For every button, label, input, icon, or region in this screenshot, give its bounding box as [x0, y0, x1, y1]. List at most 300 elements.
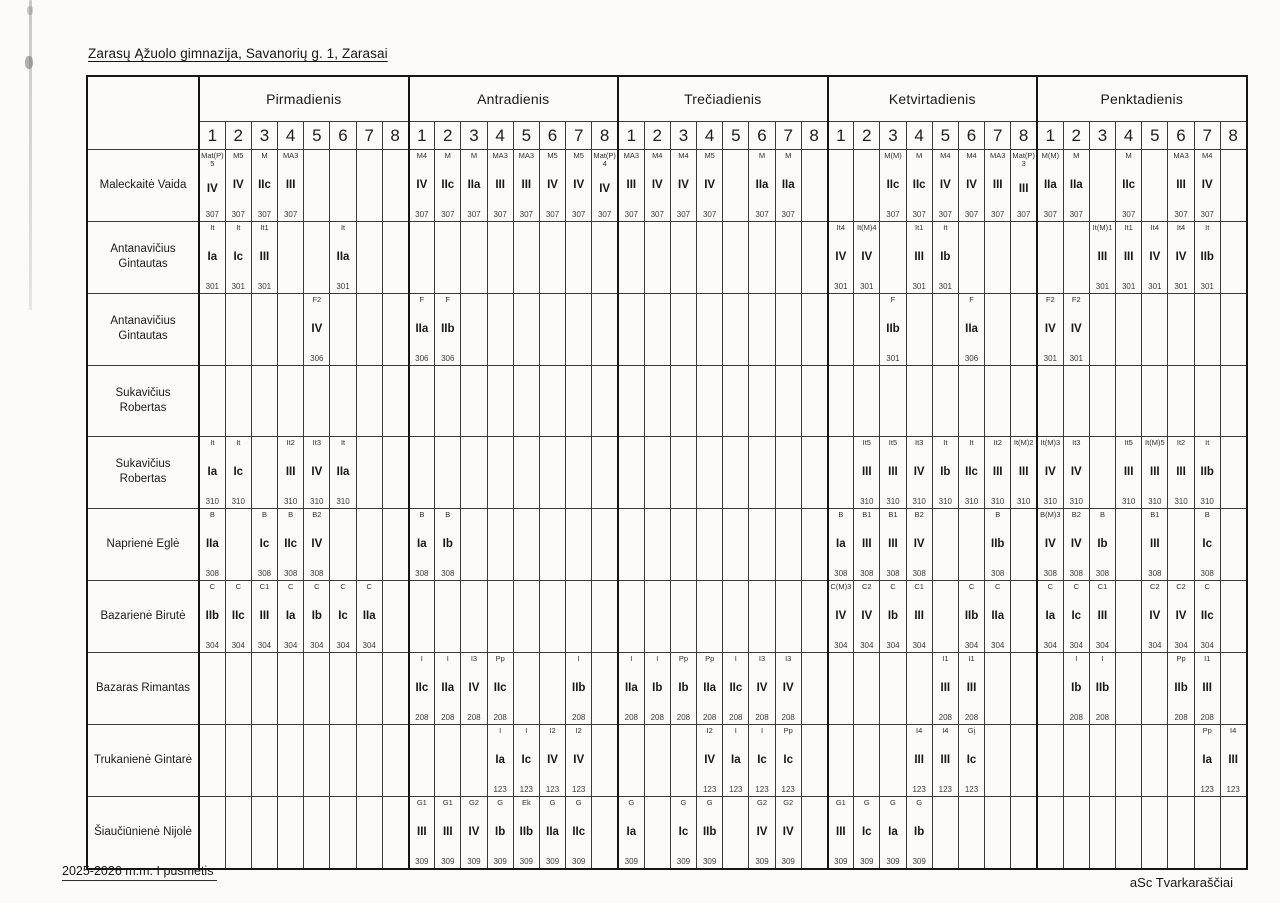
lesson-room: 309	[624, 856, 639, 866]
empty-cell	[854, 724, 880, 796]
empty-cell	[592, 652, 618, 724]
empty-cell	[697, 365, 723, 436]
empty-cell	[985, 293, 1011, 365]
lesson-cell	[513, 796, 539, 869]
lesson-cell	[409, 796, 435, 869]
empty-cell	[775, 436, 801, 508]
lesson-room: 123	[1226, 784, 1240, 794]
lesson-content	[907, 150, 932, 221]
lesson-class: III	[1176, 465, 1186, 478]
lesson-subject: MA3	[1173, 150, 1189, 160]
lesson-content	[278, 437, 303, 508]
lesson-subject: M(M)	[1041, 150, 1060, 160]
empty-cell	[278, 724, 304, 796]
asc-branding: aSc Tvarkaraščiai	[1129, 875, 1233, 890]
lesson-cell	[1063, 580, 1089, 652]
empty-cell	[356, 796, 382, 869]
lesson-class: IV	[416, 178, 428, 191]
lesson-cell	[1194, 149, 1220, 221]
lesson-cell	[749, 149, 775, 221]
lesson-room: 310	[991, 496, 1005, 506]
empty-cell	[1194, 365, 1220, 436]
lesson-subject: F2	[312, 294, 322, 304]
lesson-room: 123	[702, 784, 717, 794]
lesson-room: 306	[964, 353, 979, 363]
empty-cell	[592, 365, 618, 436]
empty-cell	[1116, 724, 1142, 796]
lesson-subject: It5	[888, 437, 898, 447]
lesson-class: III	[1123, 250, 1134, 263]
lesson-content	[1142, 581, 1167, 652]
lesson-cell	[566, 652, 592, 724]
empty-cell	[251, 652, 277, 724]
lesson-content	[278, 581, 303, 652]
lesson-cell	[513, 724, 539, 796]
empty-cell	[618, 365, 644, 436]
lesson-cell	[1194, 724, 1220, 796]
lesson-subject: C	[1204, 581, 1210, 591]
lesson-cell	[566, 796, 592, 869]
lesson-content	[435, 509, 460, 580]
lesson-content	[1064, 437, 1089, 508]
lesson-class: IV	[1175, 609, 1187, 622]
lesson-class: III	[861, 465, 872, 478]
empty-cell	[644, 724, 670, 796]
lesson-class: III	[1228, 753, 1238, 766]
empty-cell	[1063, 724, 1089, 796]
teacher-name: Sukavičius Robertas	[87, 436, 199, 508]
lesson-cell	[1011, 436, 1037, 508]
empty-cell	[1142, 652, 1168, 724]
school-title: Zarasų Ąžuolo gimnazija, Savanorių g. 1, Zarasai	[88, 46, 388, 61]
lesson-class: III	[1150, 537, 1160, 550]
teacher-name: Sukavičius Robertas	[87, 365, 199, 436]
lesson-content	[488, 150, 513, 221]
lesson-cell	[749, 796, 775, 869]
lesson-room: 304	[834, 640, 848, 650]
lesson-content	[619, 797, 644, 868]
empty-cell	[880, 365, 906, 436]
lesson-content	[226, 581, 251, 652]
period-number: 3	[461, 121, 487, 149]
lesson-cell	[1116, 436, 1142, 508]
lesson-room: 208	[1095, 712, 1110, 722]
lesson-class: III	[992, 178, 1003, 191]
empty-cell	[487, 365, 513, 436]
lesson-subject: I	[760, 725, 764, 735]
lesson-room: 208	[467, 712, 481, 722]
lesson-class: IV	[913, 537, 925, 550]
lesson-class: III	[914, 250, 924, 263]
lesson-content	[880, 581, 905, 652]
empty-cell	[828, 436, 854, 508]
lesson-content	[776, 797, 801, 868]
lesson-class: IIc	[729, 681, 743, 694]
lesson-class: Ia	[207, 250, 218, 263]
empty-cell	[670, 724, 696, 796]
empty-cell	[1220, 436, 1246, 508]
lesson-subject: I	[630, 653, 633, 663]
lesson-room: 208	[781, 712, 795, 722]
empty-cell	[775, 508, 801, 580]
lesson-cell	[1194, 508, 1220, 580]
empty-cell	[1168, 365, 1194, 436]
lesson-room: 307	[624, 209, 639, 219]
empty-cell	[566, 293, 592, 365]
period-number: 5	[723, 121, 749, 149]
lesson-room: 307	[938, 209, 953, 219]
empty-cell	[958, 365, 984, 436]
lesson-content	[200, 509, 225, 580]
lesson-room: 208	[938, 712, 953, 722]
lesson-cell	[697, 724, 723, 796]
lesson-subject: B	[1204, 509, 1210, 519]
empty-cell	[330, 796, 356, 869]
empty-cell	[382, 149, 408, 221]
lesson-cell	[670, 149, 696, 221]
lesson-subject: G	[890, 797, 896, 807]
lesson-cell	[906, 436, 932, 508]
lesson-class: III	[992, 465, 1003, 478]
lesson-cell	[880, 436, 906, 508]
lesson-room: 208	[572, 712, 586, 722]
lesson-content	[1221, 725, 1246, 796]
lesson-room: 301	[1043, 353, 1058, 363]
lesson-subject: Pp	[783, 725, 793, 735]
lesson-subject: M5	[233, 150, 244, 160]
empty-cell	[958, 796, 984, 869]
lesson-subject: M4	[1202, 150, 1213, 160]
empty-cell	[1011, 724, 1037, 796]
lesson-subject: It	[236, 437, 241, 447]
lesson-class: IIa	[991, 609, 1005, 622]
lesson-content	[410, 150, 435, 221]
lesson-subject: B	[419, 509, 425, 519]
lesson-cell	[199, 149, 225, 221]
lesson-cell	[1063, 149, 1089, 221]
lesson-class: IIa	[441, 681, 455, 694]
lesson-content	[959, 294, 984, 365]
lesson-content	[1038, 509, 1063, 580]
lesson-room: 123	[545, 784, 560, 794]
lesson-subject: It	[340, 437, 346, 447]
empty-cell	[985, 221, 1011, 293]
lesson-content	[330, 581, 355, 652]
lesson-room: 309	[702, 856, 717, 866]
lesson-class: IV	[835, 609, 847, 622]
lesson-content	[304, 437, 329, 508]
lesson-room: 301	[1174, 281, 1188, 291]
lesson-subject: MA3	[623, 150, 640, 160]
lesson-class: IV	[468, 825, 480, 838]
period-number: 8	[592, 121, 618, 149]
lesson-room: 308	[1095, 568, 1110, 578]
lesson-subject: C	[890, 581, 896, 591]
empty-cell	[435, 580, 461, 652]
empty-cell	[801, 796, 827, 869]
empty-cell	[1089, 149, 1115, 221]
lesson-subject: C	[314, 581, 320, 591]
lesson-content	[330, 437, 355, 508]
lesson-class: Ic	[259, 537, 270, 550]
empty-cell	[1011, 652, 1037, 724]
lesson-content	[1195, 653, 1220, 724]
lesson-subject: C	[968, 581, 975, 591]
lesson-class: III	[914, 609, 924, 622]
empty-cell	[1037, 652, 1063, 724]
lesson-cell	[1089, 652, 1115, 724]
lesson-subject: M	[261, 150, 268, 160]
lesson-class: Ia	[836, 537, 846, 550]
lesson-content	[304, 294, 329, 365]
lesson-room: 309	[572, 856, 586, 866]
lesson-content	[907, 581, 932, 652]
lesson-class: IIb	[519, 825, 534, 838]
empty-cell	[592, 724, 618, 796]
lesson-cell	[1011, 149, 1037, 221]
lesson-content	[1116, 222, 1141, 293]
empty-cell	[304, 149, 330, 221]
teacher-name: Bazarienė Birutė	[87, 580, 199, 652]
lesson-room: 304	[860, 640, 874, 650]
lesson-class: IIa	[624, 681, 638, 694]
lesson-room: 309	[860, 856, 874, 866]
empty-cell	[330, 652, 356, 724]
empty-cell	[801, 724, 827, 796]
teacher-name: Maleckaitė Vaida	[87, 149, 199, 221]
lesson-subject: It2	[286, 437, 295, 447]
lesson-content	[252, 222, 277, 293]
lesson-cell	[958, 724, 984, 796]
lesson-subject: It3	[312, 437, 322, 447]
empty-cell	[644, 580, 670, 652]
period-number: 3	[880, 121, 906, 149]
lesson-class: IV	[1070, 322, 1082, 335]
teacher-name: Šiaučiūnienė Nijolė	[87, 796, 199, 869]
lesson-cell	[1142, 221, 1168, 293]
lesson-subject: MA3	[492, 150, 508, 160]
empty-cell	[1011, 508, 1037, 580]
lesson-cell	[435, 508, 461, 580]
lesson-room: 310	[1043, 496, 1058, 506]
lesson-content	[1090, 509, 1115, 580]
lesson-subject: M5	[704, 150, 715, 160]
lesson-cell	[775, 652, 801, 724]
empty-cell	[592, 436, 618, 508]
lesson-subject: M	[916, 150, 923, 160]
lesson-subject: B(M)3	[1040, 509, 1061, 519]
lesson-subject: B	[995, 509, 1001, 519]
lesson-cell	[985, 580, 1011, 652]
lesson-cell	[409, 293, 435, 365]
empty-cell	[1194, 796, 1220, 869]
empty-cell	[1220, 221, 1246, 293]
empty-cell	[644, 796, 670, 869]
lesson-room: 308	[441, 568, 455, 578]
lesson-subject: B2	[1071, 509, 1081, 519]
empty-cell	[199, 796, 225, 869]
lesson-subject: G	[549, 797, 556, 807]
day-header: Antradienis	[409, 76, 619, 121]
day-header: Ketvirtadienis	[828, 76, 1038, 121]
lesson-cell	[251, 149, 277, 221]
empty-cell	[225, 293, 251, 365]
lesson-room: 301	[1121, 281, 1136, 291]
lesson-cell	[775, 724, 801, 796]
lesson-room: 123	[938, 784, 953, 794]
lesson-class: Ic	[757, 753, 767, 766]
lesson-class: IV	[835, 250, 847, 263]
lesson-cell	[670, 652, 696, 724]
lesson-room: 304	[886, 640, 900, 650]
empty-cell	[1142, 293, 1168, 365]
empty-cell	[356, 293, 382, 365]
empty-cell	[1116, 508, 1142, 580]
lesson-class: IIc	[284, 537, 298, 550]
lesson-cell	[1194, 652, 1220, 724]
lesson-cell	[278, 508, 304, 580]
lesson-room: 301	[1069, 353, 1083, 363]
lesson-content	[1038, 150, 1063, 221]
lesson-room: 309	[755, 856, 769, 866]
lesson-subject: M5	[547, 150, 558, 160]
empty-cell	[1142, 724, 1168, 796]
empty-cell	[723, 293, 749, 365]
lesson-class: IV	[547, 753, 558, 766]
lesson-content	[1195, 581, 1220, 652]
lesson-content	[514, 725, 539, 796]
lesson-content	[880, 797, 905, 868]
empty-cell	[330, 365, 356, 436]
lesson-class: IIa	[336, 250, 350, 263]
lesson-content	[749, 150, 774, 221]
lesson-cell	[435, 796, 461, 869]
lesson-room: 308	[1069, 568, 1083, 578]
empty-cell	[1194, 293, 1220, 365]
lesson-content	[1090, 222, 1115, 293]
lesson-cell	[1142, 508, 1168, 580]
empty-cell	[304, 796, 330, 869]
lesson-content	[749, 653, 774, 724]
lesson-subject: B	[261, 509, 267, 519]
lesson-room: 208	[964, 712, 979, 722]
lesson-content	[697, 725, 722, 796]
lesson-cell	[775, 796, 801, 869]
lesson-class: Ia	[731, 753, 741, 766]
empty-cell	[1011, 221, 1037, 293]
lesson-class: III	[285, 178, 296, 191]
empty-cell	[775, 293, 801, 365]
lesson-subject: It1	[260, 222, 269, 232]
empty-cell	[1116, 580, 1142, 652]
lesson-subject: It	[210, 437, 215, 447]
empty-cell	[1116, 796, 1142, 869]
empty-cell	[539, 580, 565, 652]
lesson-room: 304	[336, 640, 350, 650]
lesson-cell	[330, 436, 356, 508]
empty-cell	[1168, 293, 1194, 365]
lesson-cell	[1142, 580, 1168, 652]
period-number: 5	[513, 121, 539, 149]
lesson-content	[514, 797, 539, 868]
lesson-room: 123	[572, 784, 586, 794]
lesson-subject: B	[209, 509, 215, 519]
lesson-room: 307	[572, 209, 586, 219]
lesson-content	[226, 437, 251, 508]
empty-cell	[409, 724, 435, 796]
lesson-subject: C	[209, 581, 216, 591]
lesson-subject: I	[734, 725, 737, 735]
lesson-class: III	[417, 825, 427, 838]
lesson-class: IV	[311, 465, 323, 478]
lesson-content	[1142, 509, 1167, 580]
period-number: 7	[566, 121, 592, 149]
lesson-class: IV	[678, 178, 689, 191]
empty-cell	[225, 724, 251, 796]
lesson-class: Ic	[678, 825, 689, 838]
empty-cell	[513, 365, 539, 436]
lesson-subject: F	[890, 294, 896, 304]
empty-cell	[958, 508, 984, 580]
term-label: 2025-2026 m.m. I pusmetis	[62, 864, 217, 881]
lesson-class: IIa	[1069, 178, 1083, 191]
lesson-content	[749, 725, 774, 796]
lesson-cell	[932, 724, 958, 796]
lesson-room: 308	[912, 568, 926, 578]
lesson-class: Ia	[1202, 753, 1213, 766]
empty-cell	[487, 436, 513, 508]
lesson-cell	[251, 508, 277, 580]
lesson-subject: It5	[1124, 437, 1133, 447]
lesson-cell	[461, 652, 487, 724]
empty-cell	[461, 293, 487, 365]
lesson-room: 301	[1200, 281, 1214, 291]
lesson-room: 301	[886, 353, 900, 363]
empty-cell	[985, 724, 1011, 796]
empty-cell	[1037, 796, 1063, 869]
lesson-content	[1011, 437, 1036, 508]
lesson-content	[829, 222, 854, 293]
lesson-content	[829, 509, 854, 580]
period-number: 7	[1194, 121, 1220, 149]
lesson-class: Ic	[338, 609, 348, 622]
empty-cell	[539, 508, 565, 580]
lesson-subject: G	[575, 797, 582, 807]
lesson-class: Ic	[966, 753, 977, 766]
lesson-cell	[1116, 149, 1142, 221]
empty-cell	[801, 508, 827, 580]
lesson-subject: G2	[783, 797, 794, 807]
lesson-content	[304, 581, 329, 652]
lesson-cell	[644, 149, 670, 221]
lesson-content	[1064, 150, 1089, 221]
empty-cell	[435, 365, 461, 436]
empty-cell	[723, 221, 749, 293]
empty-cell	[592, 796, 618, 869]
empty-cell	[1220, 652, 1246, 724]
lesson-subject: B1	[862, 509, 872, 519]
lesson-class: IIc	[231, 609, 245, 622]
lesson-room: 307	[1121, 209, 1136, 219]
period-number: 6	[749, 121, 775, 149]
lesson-subject: It4	[1176, 222, 1186, 232]
empty-cell	[801, 149, 827, 221]
lesson-subject: Pp	[1202, 725, 1212, 735]
lesson-cell	[906, 221, 932, 293]
lesson-room: 123	[1200, 784, 1214, 794]
lesson-class: IIb	[886, 322, 900, 335]
lesson-room: 310	[205, 496, 220, 506]
